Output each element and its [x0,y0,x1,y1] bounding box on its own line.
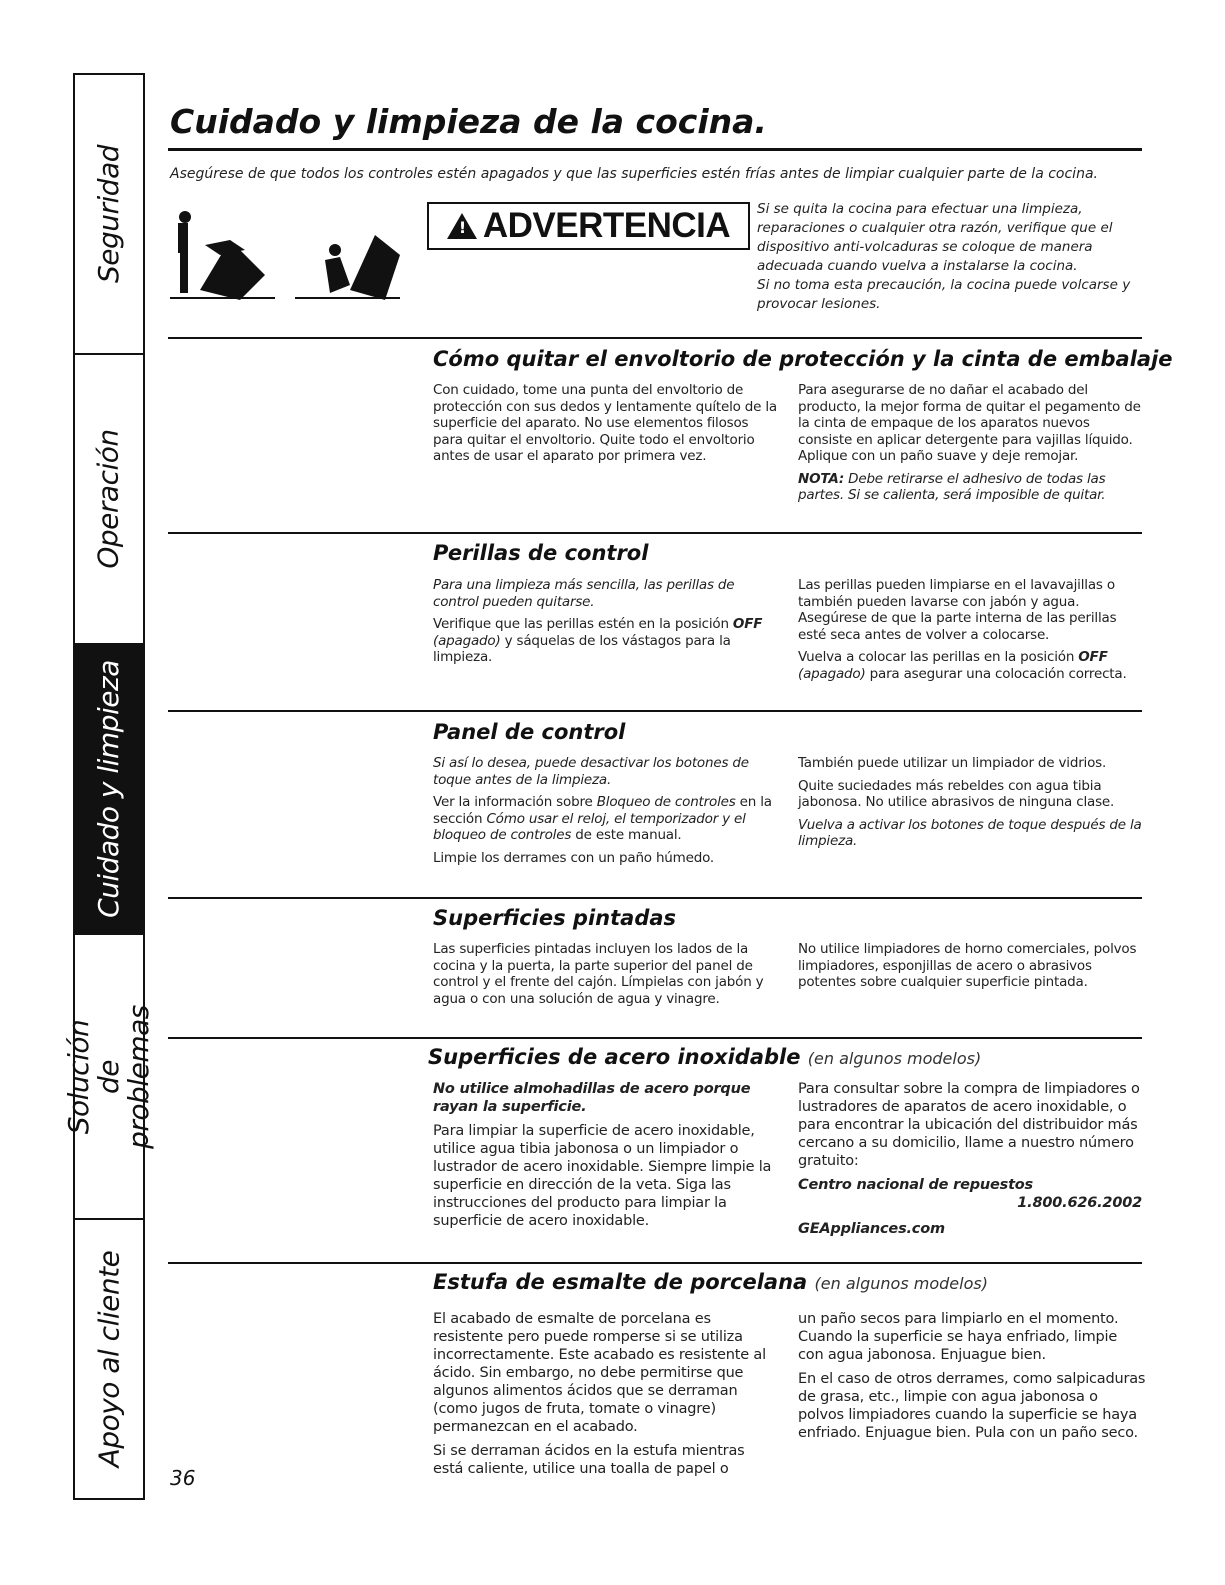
section-divider [168,897,1142,899]
tab-cuidado-y-limpieza[interactable]: Cuidado y limpieza [75,645,143,935]
porcelain-right-text: un paño secos para limpiarlo en el momento. Cuando la superficie se haya enfriado, limpie con agua jabonosa. Enjuague bien. En el caso de otros derrames, como salpicaduras de grasa, etc., limpie con agua jabonosa o polvos limpiadores cuando la superficie se haya enfriado. Enjuague bien. Pula con un paño seco. [798,1311,1146,1441]
side-tabs [62,73,155,1500]
page-title: Cuidado y limpieza de la cocina. [170,102,767,141]
tab-operacion[interactable]: Operación [75,355,143,645]
knobs-right-text: Las perillas pueden limpiarse en el lavavajillas o también pueden lavarse con jabón y agua. Asegúrese de que la parte interna de las perillas esté seca antes de volver a colocarse. Vuelva a colocar las perillas en la posición OFF (apagado) para asegurar una colocación correcta. [798,577,1127,682]
title-divider [168,148,1142,151]
parts-phone-number: 1.800.626.2002 [1017,1195,1142,1211]
painted-right-text: No utilice limpiadores de horno comerciales, polvos limpiadores, esponjillas de acero o abrasivos potentes sobre cualquier superficie pintada. [798,941,1137,990]
section-divider [168,1262,1142,1264]
panel-left-text: Si así lo desea, puede desactivar los botones de toque antes de la limpieza. Ver la información sobre Bloqueo de controles en la sección Cómo usar el reloj, el temporizador y el bloqueo de controles de este manual. Limpie los derrames con un paño húmedo. [433,755,772,866]
warning-triangle-icon: ! [447,213,477,239]
warning-label: ADVERTENCIA [482,206,731,245]
painted-left-text: Las superficies pintadas incluyen los lados de la cocina y la puerta, la parte superior del panel de control y el frente del cajón. Límpielas con jabón y agua o con una solución de agua y vinagre. [433,941,764,1007]
wrap-right-text: Para asegurarse de no dañar el acabado del producto, la mejor forma de quitar el pegamento de la cinta de empaque de los aparatos nuevos consiste en aplicar detergente para vajillas líquido. Aplique con un paño suave y deje remojar. NOTA: Debe retirarse el adhesivo de todas las partes. Si se calienta, será imposible de quitar. [798,382,1141,503]
steel-right-text: Para consultar sobre la compra de limpiadores o lustradores de aparatos de acero inoxidable, o para encontrar la ubicación del distribuidor más cercano a su domicilio, llame a nuestro número gratuito: Centro nacional de repuestos 1.800.626.2002 GEAppliances.com [798,1080,1146,1244]
child-range-tip-illustration [295,205,405,300]
panel-right-text: También puede utilizar un limpiador de vidrios. Quite suciedades más rebeldes con agua tibia jabonosa. No utilice abrasivos de ninguna clase. Vuelva a activar los botones de toque después de la limpieza. [798,755,1142,849]
knobs-left-text: Para una limpieza más sencilla, las perillas de control pueden quitarse. Verifique que las perillas estén en la posición OFF (apagado) y sáquelas de los vástagos para la limpieza. [433,577,763,665]
wrap-left-text: Con cuidado, tome una punta del envoltorio de protección con sus dedos y lentamente quítelo de la superficie del aparato. No use elementos filosos para quitar el envoltorio. Quite todo el envoltorio antes de usar el aparato por primera vez. [433,382,777,464]
range-tip-illustration [170,205,280,300]
section-title-steel: Superficies de acero inoxidable (en algunos modelos) [428,1045,982,1069]
section-title-painted: Superficies pintadas [433,906,677,930]
section-divider [168,710,1142,712]
intro-text: Asegúrese de que todos los controles estén apagados y que las superficies estén frías antes de limpiar cualquier parte de la cocina. [170,166,1098,182]
page-number: 36 [170,1466,196,1490]
tab-solucion-de-problemas[interactable]: Solución de problemas [75,935,143,1220]
warning-text: Si se quita la cocina para efectuar una limpieza, reparaciones o cualquier otra razón, verifique que el dispositivo anti-volcaduras se coloque de manera adecuada cuando vuelva a instalarse la cocina. Si no toma esta precaución, la cocina puede volcarse y provocar lesiones. [757,201,1131,312]
tab-seguridad[interactable]: Seguridad [75,75,143,355]
steel-left-text: No utilice almohadillas de acero porque rayan la superficie. Para limpiar la superficie de acero inoxidable, utilice agua tibia jabonosa o un limpiador o lustrador de acero inoxidable. Siempre limpie la superficie en dirección de la veta. Siga las instrucciones del producto para limpiar la superficie de acero inoxidable. [433,1081,772,1229]
section-divider [168,337,1142,339]
section-title-knobs: Perillas de control [433,541,649,565]
website-link[interactable]: GEAppliances.com [798,1221,945,1237]
section-title-wrap: Cómo quitar el envoltorio de protección y la cinta de embalaje [433,347,1173,371]
section-divider [168,532,1142,534]
warning-box [427,202,750,250]
tab-apoyo-al-cliente[interactable]: Apoyo al cliente [92,1250,126,1468]
porcelain-left-text: El acabado de esmalte de porcelana es resistente pero puede romperse si se utiliza incorrectamente. Este acabado es resistente al ácido. Sin embargo, no debe permitirse que algunos alimentos ácidos que se derraman (como jugos de fruta, tomate o vinagre) permanezcan en el acabado. Si se derraman ácidos en la estufa mientras está caliente, utilice una toalla de papel o [433,1311,766,1477]
section-divider [168,1037,1142,1039]
section-title-panel: Panel de control [433,720,626,744]
section-title-porcelain: Estufa de esmalte de porcelana (en algunos modelos) [433,1270,988,1294]
